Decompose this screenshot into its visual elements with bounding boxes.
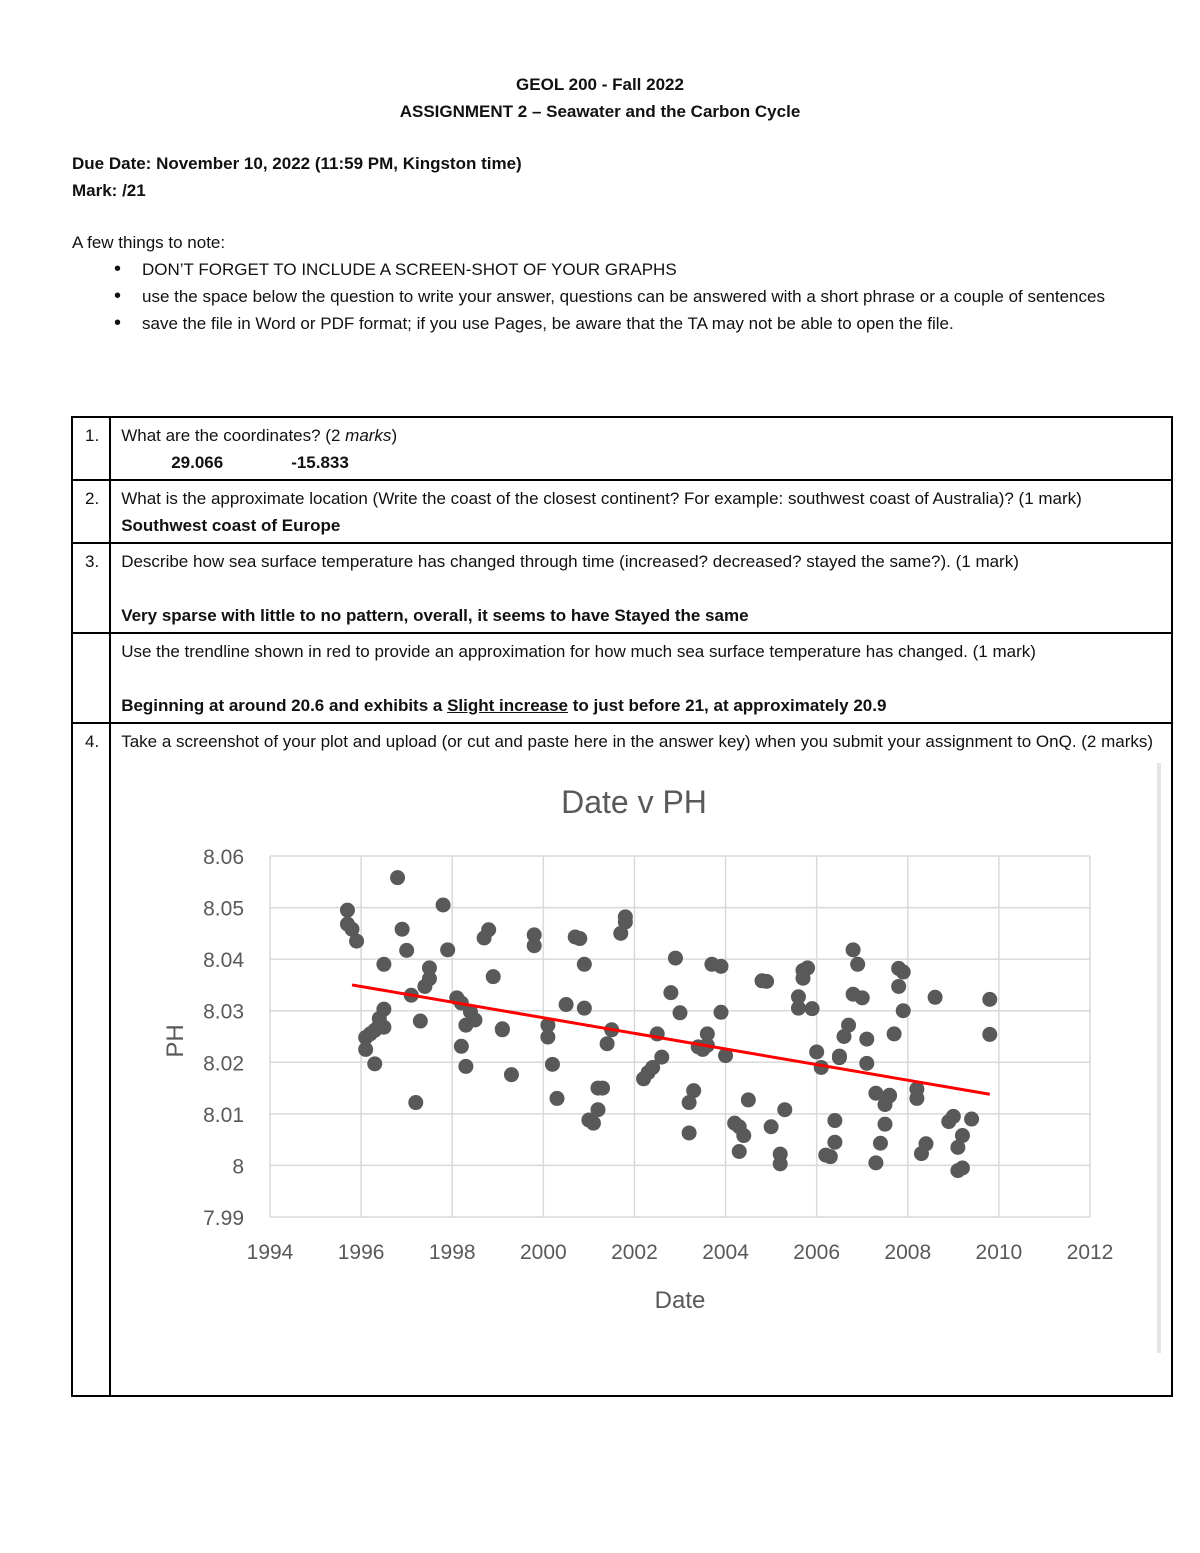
question-cell (110, 480, 1172, 543)
data-point (618, 915, 633, 930)
data-point (714, 1005, 729, 1020)
scatter-chart (121, 755, 1161, 1395)
data-point (559, 997, 574, 1012)
data-point (577, 957, 592, 972)
chart-screenshot (121, 755, 1161, 1395)
data-point (828, 1113, 843, 1128)
questions-table (71, 416, 1173, 1397)
data-point (664, 985, 679, 1000)
y-tick-label: 8.06 (203, 846, 245, 869)
coordinates-answer (121, 449, 1161, 476)
data-point (928, 990, 943, 1005)
data-point (855, 990, 870, 1005)
data-point (367, 1056, 382, 1071)
data-point (577, 1001, 592, 1016)
note-item: • use the space below the question to write your answer, questions can be answered with a short phrase or a couple of sentences (72, 283, 1132, 310)
answer-text: Very sparse with little to no pattern, overall, it seems to have Stayed the same (121, 606, 749, 625)
data-point (828, 1135, 843, 1150)
x-axis-label: Date (654, 1287, 706, 1314)
question-text: Take a screenshot of your plot and upload (or cut and paste here in the answer key) when you submit your assignment to OnQ. (2 marks) (121, 732, 1154, 751)
data-point (459, 1059, 474, 1074)
question-text-part: ) (391, 426, 398, 445)
y-tick-label: 8.02 (203, 1052, 245, 1076)
data-point (850, 957, 865, 972)
answer-text (121, 692, 1161, 719)
answer-underlined: Slight increase (447, 696, 569, 715)
data-point (377, 957, 392, 972)
data-point (859, 1032, 874, 1047)
data-point (832, 1050, 847, 1065)
question-cell (110, 633, 1172, 723)
x-tick-label: 1994 (246, 1241, 294, 1264)
data-point (964, 1112, 979, 1127)
data-point (846, 942, 861, 957)
data-point (595, 1081, 610, 1096)
data-point (454, 1039, 469, 1054)
chart-title: Date v PH (561, 784, 708, 820)
y-tick-label: 8 (232, 1155, 245, 1179)
question-number: 1. (72, 417, 110, 480)
data-point (440, 942, 455, 957)
question-number: 4. (72, 723, 110, 1396)
data-point (586, 1116, 601, 1131)
question-cell (110, 543, 1172, 633)
answer-part: Beginning at around 20.6 and exhibits a (121, 696, 448, 715)
question-row-1 (72, 417, 1172, 480)
data-point (468, 1012, 483, 1027)
x-tick-label: 2000 (520, 1241, 567, 1264)
data-points (340, 870, 997, 1178)
data-point (395, 922, 410, 937)
data-point (759, 974, 774, 989)
data-point (550, 1091, 565, 1106)
data-point (399, 943, 414, 958)
data-point (919, 1136, 934, 1151)
y-tick-label: 8.05 (203, 897, 245, 921)
question-text: What is the approximate location (Write the coast of the closest continent? For example: southwest coast of Australia)? (1 mark) (121, 489, 1082, 508)
x-tick-label: 1996 (337, 1241, 385, 1264)
question-text: Use the trendline shown in red to provide an approximation for how much sea surface temperature has changed. (1 mark) (121, 642, 1036, 661)
data-point (910, 1091, 925, 1106)
data-point (377, 1002, 392, 1017)
data-point (896, 965, 911, 980)
data-point (686, 1083, 701, 1098)
question-row-2 (72, 480, 1172, 543)
data-point (495, 1021, 510, 1036)
data-point (527, 938, 542, 953)
longitude-value: -15.833 (291, 453, 349, 472)
data-point (408, 1095, 423, 1110)
data-point (673, 1005, 688, 1020)
data-point (413, 1014, 428, 1029)
data-point (955, 1161, 970, 1176)
data-point (800, 960, 815, 975)
data-point (732, 1144, 747, 1159)
question-number (72, 633, 110, 723)
y-tick-label: 8.03 (203, 1000, 245, 1024)
data-point (422, 960, 437, 975)
x-tick-label: 2002 (611, 1241, 658, 1264)
answer-part: to just before 21, at approximately 20.9 (568, 696, 887, 715)
data-point (882, 1088, 897, 1103)
y-tick-label: 8.01 (203, 1103, 245, 1127)
data-point (773, 1156, 788, 1171)
x-tick-label: 2010 (975, 1241, 1023, 1264)
data-point (859, 1056, 874, 1071)
question-number: 3. (72, 543, 110, 633)
data-point (741, 1092, 756, 1107)
x-tick-label: 2006 (793, 1241, 841, 1264)
question-text (121, 422, 1161, 449)
question-number: 2. (72, 480, 110, 543)
data-point (481, 922, 496, 937)
data-point (873, 1136, 888, 1151)
x-tick-label: 1998 (429, 1241, 476, 1264)
due-date: Due Date: November 10, 2022 (11:59 PM, Kingston time) (72, 154, 522, 173)
data-point (654, 1050, 669, 1065)
data-point (600, 1036, 615, 1051)
data-point (841, 1018, 856, 1033)
data-point (887, 1026, 902, 1041)
data-point (946, 1109, 961, 1124)
y-tick-label: 8.04 (203, 949, 245, 973)
x-tick-label: 2012 (1066, 1241, 1114, 1264)
x-tick-label: 2008 (884, 1241, 932, 1264)
data-point (390, 870, 405, 885)
data-point (809, 1044, 824, 1059)
question-text-part: What are the coordinates? (2 (121, 426, 346, 445)
answer-text: Southwest coast of Europe (121, 516, 341, 535)
y-axis-label: PH (162, 1024, 190, 1058)
data-point (955, 1128, 970, 1143)
data-point (714, 959, 729, 974)
data-point (982, 1027, 997, 1042)
data-point (545, 1057, 560, 1072)
data-point (541, 1030, 556, 1045)
data-point (591, 1102, 606, 1117)
course-title: GEOL 200 - Fall 2022 (516, 75, 684, 94)
data-point (764, 1119, 779, 1134)
data-point (682, 1125, 697, 1140)
x-tick-label: 2004 (702, 1241, 750, 1264)
note-item: • DON’T FORGET TO INCLUDE A SCREEN-SHOT OF YOUR GRAPHS (72, 256, 1132, 283)
question-text-italic: marks (345, 426, 392, 445)
y-tick-label: 7.99 (203, 1207, 245, 1230)
data-point (668, 951, 683, 966)
data-point (805, 1001, 820, 1016)
data-point (436, 897, 451, 912)
data-point (791, 989, 806, 1004)
mark-total: Mark: /21 (72, 181, 146, 200)
data-point (891, 979, 906, 994)
data-point (869, 1155, 884, 1170)
data-point (777, 1102, 792, 1117)
data-point (486, 969, 501, 984)
question-text: Describe how sea surface temperature has changed through time (increased? decreased? stayed the same?). (1 mark) (121, 552, 1019, 571)
data-point (358, 1042, 373, 1057)
data-point (982, 992, 997, 1007)
question-cell (110, 723, 1172, 1396)
scrollbar (1157, 763, 1161, 1353)
data-point (340, 903, 355, 918)
question-row-4 (72, 723, 1172, 1396)
notes-intro: A few things to note: (72, 233, 226, 252)
question-row-3b (72, 633, 1172, 723)
data-point (377, 1020, 392, 1035)
data-point (504, 1067, 519, 1082)
data-point (572, 931, 587, 946)
data-point (896, 1003, 911, 1018)
data-point (349, 934, 364, 949)
data-point (736, 1128, 751, 1143)
question-row-3 (72, 543, 1172, 633)
assignment-title: ASSIGNMENT 2 – Seawater and the Carbon Cycle (399, 102, 801, 121)
data-point (823, 1149, 838, 1164)
note-item: • save the file in Word or PDF format; if you use Pages, be aware that the TA may not be able to open the file. (72, 310, 1132, 337)
notes-list (72, 256, 1132, 337)
data-point (878, 1117, 893, 1132)
question-cell (110, 417, 1172, 480)
latitude-value: 29.066 (171, 453, 224, 472)
